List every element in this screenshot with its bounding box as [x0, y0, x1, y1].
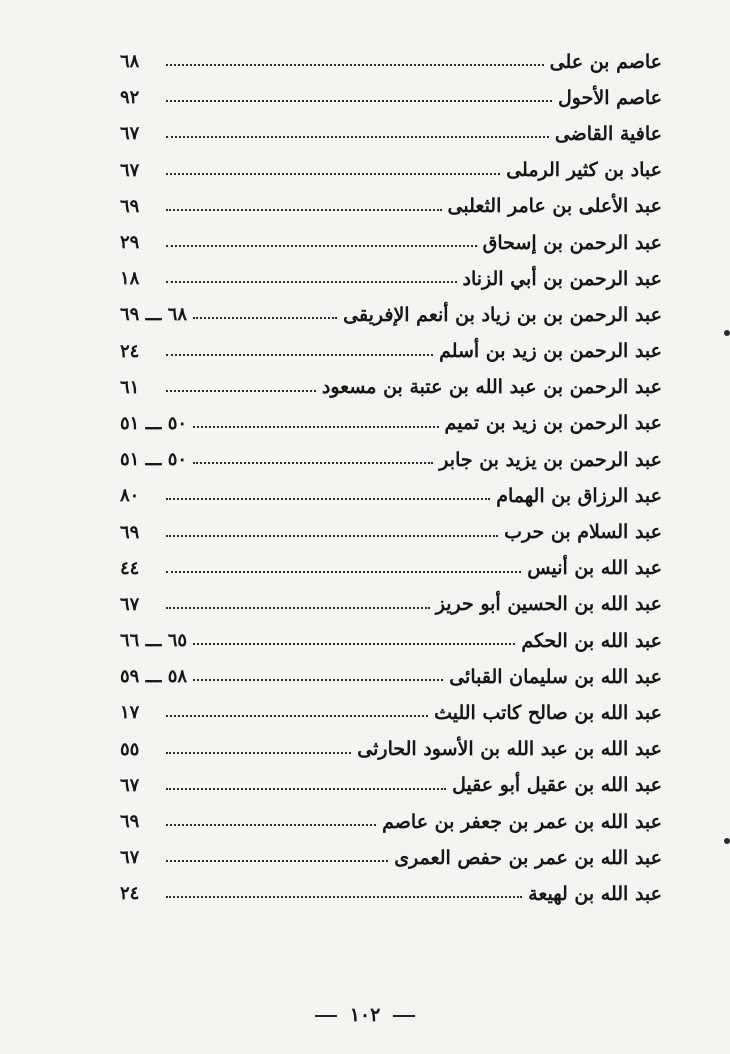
- dot-leader: [166, 354, 433, 356]
- index-entry: [120, 44, 662, 80]
- entry-pages: ٦٩: [120, 521, 140, 543]
- dot-leader: [166, 715, 428, 717]
- entry-name: عاصم الأحول: [558, 86, 662, 109]
- scan-mark: [724, 330, 730, 336]
- index-entry: [120, 695, 662, 731]
- entry-pages: ٦٩: [120, 811, 140, 833]
- dot-leader: [166, 788, 446, 790]
- entry-pages: ٦٩: [120, 195, 140, 217]
- page-number: [0, 1004, 730, 1026]
- index-entry: [120, 659, 662, 695]
- entry-name: عبد الرحمن بن أبي الزناد: [462, 267, 662, 290]
- entry-name: عبد الرحمن بن زيد بن تميم: [444, 412, 662, 435]
- entry-name: عبد الله بن عقيل أبو عقيل: [452, 774, 662, 797]
- entry-pages: ٥٨ ـــ ٥٩: [120, 666, 188, 688]
- entry-name: عافية القاضى: [554, 122, 662, 145]
- scan-mark: [724, 838, 730, 844]
- dot-leader: [166, 173, 500, 175]
- dot-leader: [193, 643, 515, 645]
- index-entry: [120, 80, 662, 116]
- entry-name: عبد الرحمن بن إسحاق: [482, 231, 662, 254]
- entry-pages: ٦٧: [120, 123, 140, 145]
- entry-pages: ٦٨ ـــ ٦٩: [120, 304, 188, 326]
- entry-pages: ٦٧: [120, 774, 140, 796]
- entry-pages: ١٨: [120, 268, 140, 290]
- dot-leader: [166, 498, 490, 500]
- entry-pages: ٥٠ ـــ ٥١: [120, 449, 188, 471]
- entry-pages: ٥٥: [120, 738, 140, 760]
- entry-name: عبد الرحمن بن عبد الله بن عتبة بن مسعود: [321, 376, 662, 399]
- index-entry: [120, 623, 662, 659]
- dot-leader: [166, 281, 457, 283]
- dot-leader: [166, 752, 351, 754]
- dot-leader: [166, 824, 376, 826]
- entry-pages: ٢٩: [120, 232, 140, 254]
- entry-name: عبد الرحمن بن بن زياد بن أنعم الإفريقى: [343, 303, 662, 326]
- entry-name: عبد الله بن عمر بن حفص العمرى: [394, 846, 662, 869]
- dot-leader: [166, 896, 522, 898]
- index-entry: [120, 116, 662, 152]
- index-entry: [120, 334, 662, 370]
- index-entry: [120, 189, 662, 225]
- page-number-text: ١٠٢: [349, 1004, 381, 1026]
- entry-name: عبد الأعلى بن عامر الثعلبى: [447, 195, 662, 218]
- dot-leader: [193, 462, 433, 464]
- entry-name: عبد الله بن سليمان القبائى: [449, 665, 662, 688]
- index-entry: [120, 442, 662, 478]
- dash-right: [393, 1015, 415, 1017]
- entry-name: عبد الله بن صالح كاتب الليث: [434, 701, 662, 724]
- entry-pages: ٦٧: [120, 593, 140, 615]
- entry-name: عبد الرحمن بن زيد بن أسلم: [439, 340, 662, 363]
- index-entry: [120, 732, 662, 768]
- dot-leader: [166, 390, 316, 392]
- index-entry: [120, 551, 662, 587]
- dot-leader: [166, 100, 552, 102]
- entry-name: عبد السلام بن حرب: [504, 521, 662, 544]
- entry-name: عباد بن كثير الرملى: [506, 159, 662, 182]
- entry-pages: ٢٤: [120, 883, 140, 905]
- index-entry: [120, 370, 662, 406]
- index-entry: [120, 840, 662, 876]
- dot-leader: [166, 535, 498, 537]
- entry-pages: ٦٧: [120, 847, 140, 869]
- dot-leader: [166, 64, 544, 66]
- entry-pages: ٢٤: [120, 340, 140, 362]
- index-entry: [120, 225, 662, 261]
- dot-leader: [166, 209, 442, 211]
- entry-name: عبد الله بن الحسين أبو حريز: [435, 593, 662, 616]
- index-entry: [120, 514, 662, 550]
- entry-name: عبد الله بن عمر بن جعفر بن عاصم: [382, 810, 662, 833]
- entry-name: عاصم بن على: [549, 50, 662, 73]
- entry-pages: ٦١: [120, 376, 140, 398]
- entry-name: عبد الله بن الحكم: [521, 629, 662, 652]
- entry-pages: ١٧: [120, 702, 140, 724]
- entry-name: عبد الرزاق بن الهمام: [496, 484, 662, 507]
- index-entry: [120, 406, 662, 442]
- dot-leader: [166, 136, 549, 138]
- index-entry: [120, 261, 662, 297]
- dot-leader: [193, 426, 439, 428]
- entry-name: عبد الله بن عبد الله بن الأسود الحارثى: [357, 738, 662, 761]
- dot-leader: [166, 860, 388, 862]
- entry-pages: ٤٤: [120, 557, 140, 579]
- entry-name: عبد الله بن لهيعة: [528, 882, 662, 905]
- index-entry: [120, 297, 662, 333]
- entry-name: عبد الله بن أنيس: [527, 557, 662, 580]
- entry-pages: ٨٠: [120, 485, 140, 507]
- dash-left: [315, 1015, 337, 1017]
- index-entry: [120, 876, 662, 912]
- index-entry: [120, 768, 662, 804]
- entry-pages: ٦٥ ـــ ٦٦: [120, 630, 188, 652]
- dot-leader: [193, 679, 443, 681]
- entry-pages: ٩٢: [120, 87, 140, 109]
- index-entry: [120, 804, 662, 840]
- entry-pages: ٦٨: [120, 51, 140, 73]
- index-list: [120, 44, 662, 913]
- entry-pages: ٦٧: [120, 159, 140, 181]
- dot-leader: [166, 571, 521, 573]
- entry-pages: ٥٠ ـــ ٥١: [120, 412, 188, 434]
- entry-name: عبد الرحمن بن يزيد بن جابر: [439, 448, 662, 471]
- index-entry: [120, 153, 662, 189]
- index-entry: [120, 587, 662, 623]
- dot-leader: [166, 607, 430, 609]
- dot-leader: [193, 317, 337, 319]
- index-entry: [120, 478, 662, 514]
- dot-leader: [166, 245, 477, 247]
